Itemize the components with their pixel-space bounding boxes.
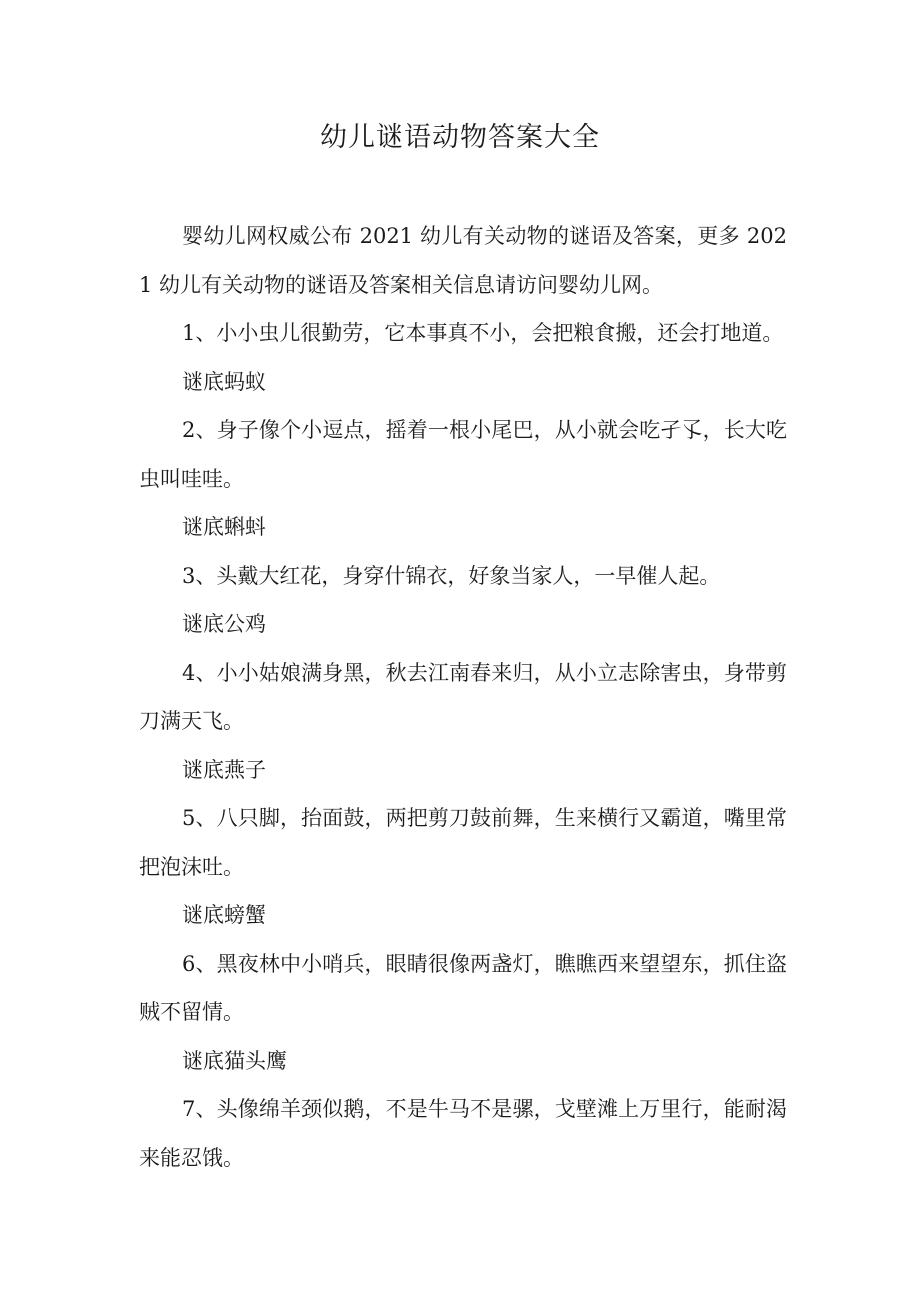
riddle-6-answer: 谜底猫头鹰 [182, 1048, 287, 1073]
riddle-1-answer: 谜底蚂蚁 [182, 369, 266, 394]
riddle-3-question: 3、头戴大红花，身穿什锦衣，好象当家人，一早催人起。 [182, 563, 721, 588]
intro-paragraph: 婴幼儿网权威公布 2021 幼儿有关动物的谜语及答案，更多 2021 幼儿有关动物的谜语及答案相关信息请访问婴幼儿网。 [139, 224, 787, 297]
riddle-5-question: 5、八只脚，抬面鼓，两把剪刀鼓前舞，生来横行又霸道，嘴里常把泡沫吐。 [139, 806, 787, 879]
riddle-2-answer: 谜底蝌蚪 [182, 515, 266, 539]
riddle-4-question: 4、小小姑娘满身黑，秋去江南春来归，从小立志除害虫，身带剪刀满天飞。 [139, 660, 787, 733]
riddle-4-answer: 谜底燕子 [182, 757, 266, 782]
riddle-5-answer: 谜底螃蟹 [182, 903, 266, 927]
document-body [139, 212, 787, 1182]
riddle-1-question: 1、小小虫儿很勤劳，它本事真不小，会把粮食搬，还会打地道。 [182, 321, 784, 345]
riddle-2-question: 2、身子像个小逗点，摇着一根小尾巴，从小就会吃孑孓，长大吃虫叫哇哇。 [139, 418, 787, 491]
riddle-3-answer: 谜底公鸡 [182, 612, 266, 636]
riddle-6-question: 6、黑夜林中小哨兵，眼睛很像两盏灯，瞧瞧西来望望东，抓住盗贼不留情。 [139, 951, 787, 1024]
document-title: 幼儿谜语动物答案大全 [320, 122, 600, 153]
riddle-7-question: 7、头像绵羊颈似鹅，不是牛马不是骡，戈壁滩上万里行，能耐渴来能忍饿。 [139, 1097, 787, 1170]
